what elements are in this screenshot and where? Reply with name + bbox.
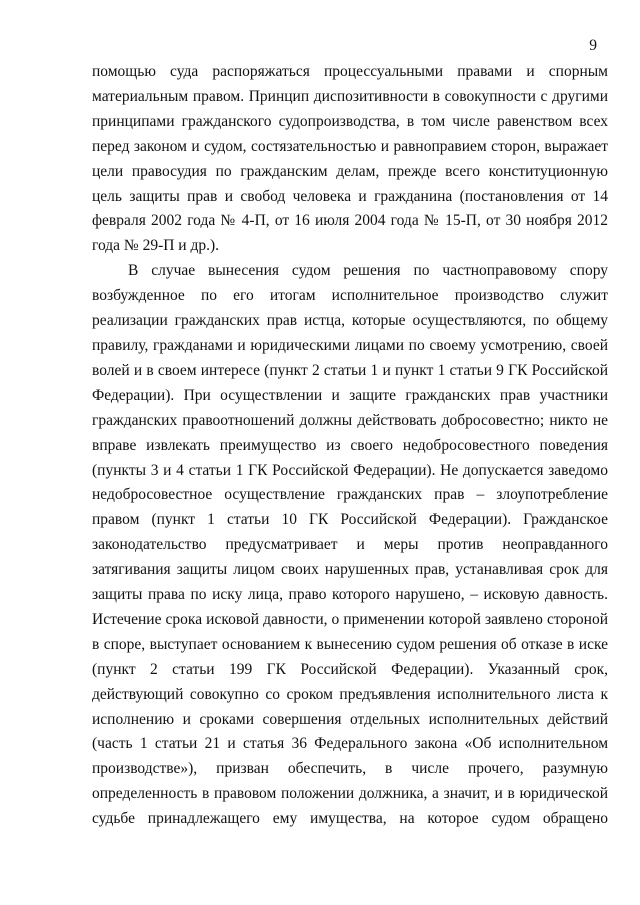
paragraph-continued: помощью суда распоряжаться процессуальными правами и спорным материальным правом. Принцип диспозитивности в совокупности с другими принципами гражданского судопроизводства, в том числе равенством всех перед законом и судом, состязательностью и равноправием сторон, выражает цели правосудия по гражданским делам, прежде всего конституционную цель защиты прав и свобод человека и гражданина (постановления от 14 февраля 2002 года № 4-П, от 16 июля 2004 года № 15-П, от 30 ноября 2012 года № 29-П и др.). <box>92 63 608 255</box>
page-number: 9 <box>589 37 597 54</box>
paragraph-civil-rights: В случае вынесения судом решения по частноправовому спору возбужденное по его итогам исполнительное производство служит реализации гражданских прав истца, которые осуществляются, по общему правилу, гражданами и юридическими лицами по своему усмотрению, своей волей и в своем интересе (пункт 2 статьи 1 и пункт 1 статьи 9 ГК Российской Федерации). При осуществлении и защите гражданских прав участники гражданских правоотношений должны действовать добросовестно; никто не вправе извлекать преимущество из своего недобросовестного поведения (пункты 3 и 4 статьи 1 ГК Российской Федерации). Не допускается заведомо недобросовестное осуществление гражданских прав – злоупотребление правом (пункт 1 статьи 10 ГК Российской Федерации). Гражданское законодательство предусматривает и меры против неоправданного затягивания защиты лицом своих нарушенных прав, устанавливая срок для защиты права по иску лица, право которого нарушено, – исковую давность. Истечение срока исковой давности, о применении которой заявлено стороной в споре, выступает основанием к вынесению судом решения об отказе в иске (пункт 2 статьи 199 ГК Российской Федерации). Указанный срок, действующий совокупно со сроком предъявления исполнительного листа к исполнению и сроками совершения отдельных исполнительных действий (часть 1 статьи 21 и статья 36 Федерального закона «Об исполнительном производстве»), призван обеспечить, в числе прочего, разумную определенность в правовом положении должника, а значит, и в юридической судьбе принадлежащего ему имущества, на которое судом обращено <box>92 262 608 828</box>
document-body <box>92 60 608 832</box>
